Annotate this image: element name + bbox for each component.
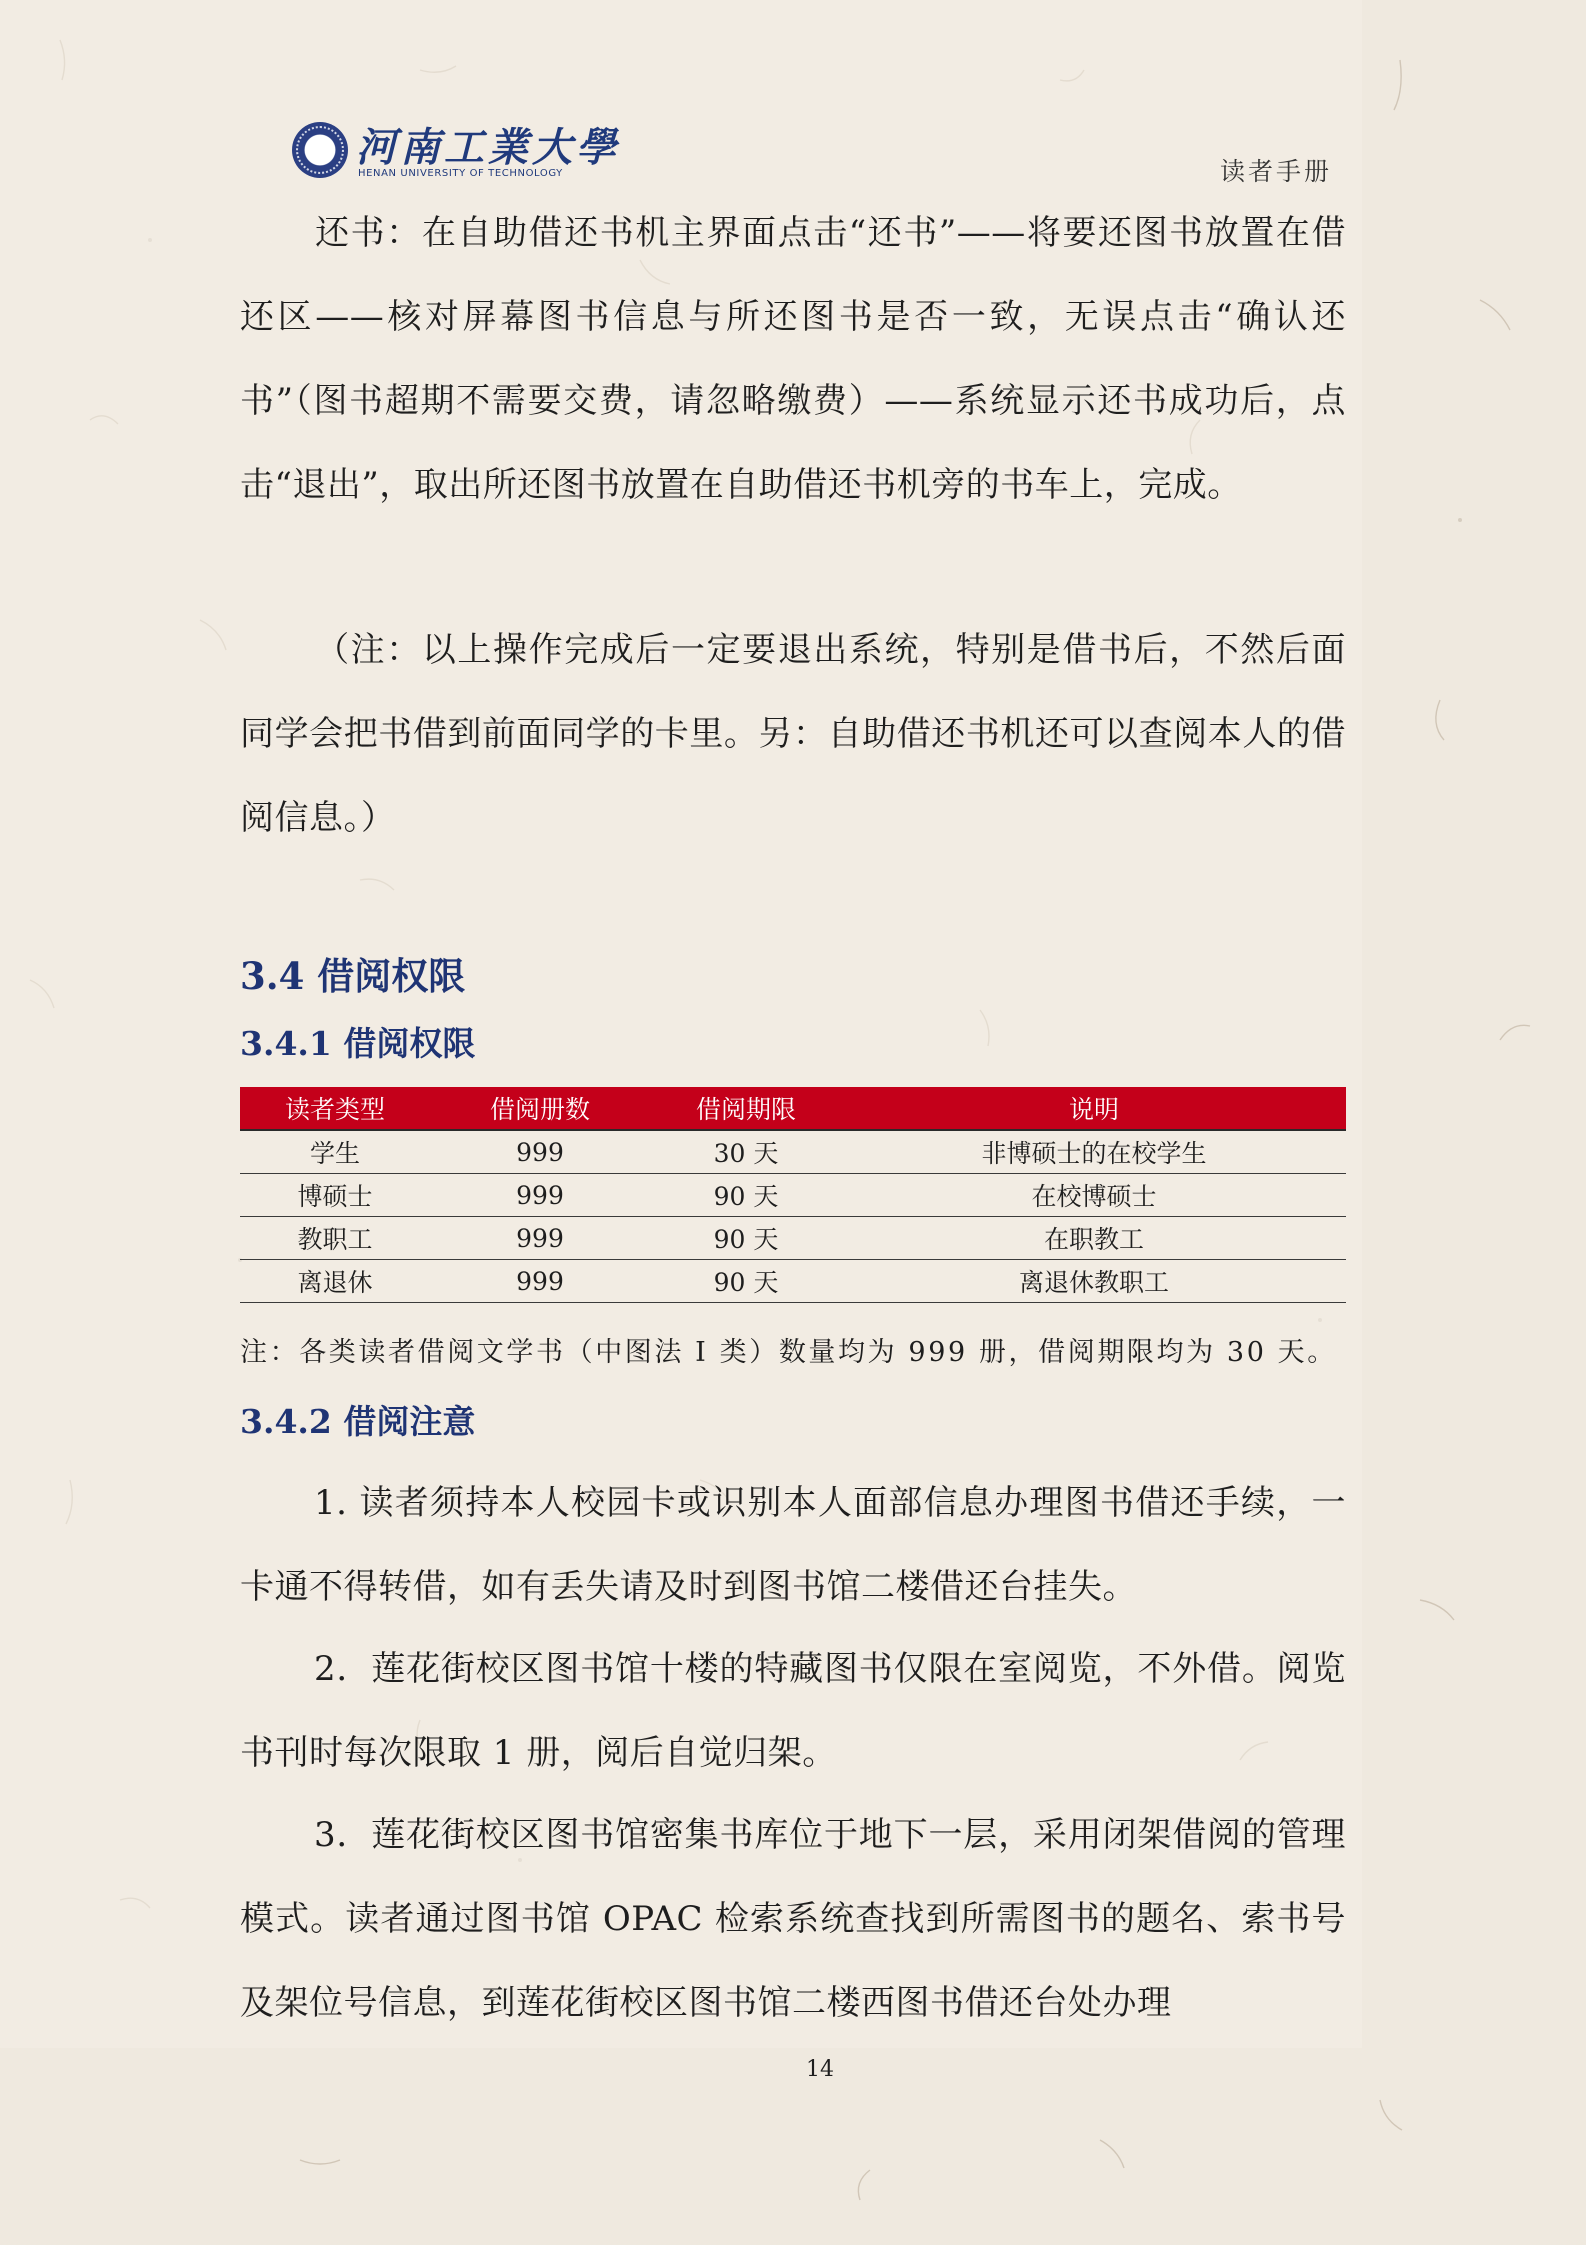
table-cell: 999 [430,1260,650,1303]
table-row [240,1260,1346,1303]
logo-english-name: HENAN UNIVERSITY OF TECHNOLOGY [358,168,563,179]
table-header-cell: 说明 [842,1087,1346,1130]
university-seal-icon [292,122,348,178]
logo-name: 河南工業大學 [356,124,620,171]
table-cell: 在校博硕士 [842,1174,1346,1217]
operation-note: （注：以上操作完成后一定要退出系统，特别是借书后，不然后面同学会把书借到前面同学的卡里。另：自助借还书机还可以查阅本人的借阅信息。） [240,630,1346,838]
notice-item: 1. 读者须持本人校园卡或识别本人面部信息办理图书借还手续，一卡通不得转借，如有丢失请及时到图书馆二楼借还台挂失。 [240,1483,1346,1607]
table-cell: 学生 [240,1130,430,1174]
university-logo [292,120,620,184]
subsection-permissions-title: 3.4.1 借阅权限 [240,1024,476,1063]
subsection-notices-title: 3.4.2 借阅注意 [240,1402,476,1441]
section-title: 3.4 借阅权限 [240,954,466,998]
table-cell: 999 [430,1174,650,1217]
table-row [240,1174,1346,1217]
table-header-cell: 借阅期限 [650,1087,842,1130]
table-row [240,1130,1346,1174]
notice-item: 2．莲花街校区图书馆十楼的特藏图书仅限在室阅览，不外借。阅览书刊时每次限取 1 册，阅后自觉归架。 [240,1649,1346,1773]
table-cell: 90 天 [650,1260,842,1303]
table-cell: 999 [430,1130,650,1174]
page-number: 14 [806,2057,834,2082]
table-cell: 90 天 [650,1217,842,1260]
table-cell: 离退休 [240,1260,430,1303]
table-row [240,1217,1346,1260]
table-cell: 999 [430,1217,650,1260]
table-cell: 30 天 [650,1130,842,1174]
table-note: 注：各类读者借阅文学书（中图法 I 类）数量均为 999 册，借阅期限均为 30 天。 [240,1337,1337,1368]
table-header-row [240,1087,1346,1130]
table-header-cell: 读者类型 [240,1087,430,1130]
notice-item: 3．莲花街校区图书馆密集书库位于地下一层，采用闭架借阅的管理模式。读者通过图书馆 OPAC 检索系统查找到所需图书的题名、索书号及架位号信息，到莲花街校区图书馆二楼西图书借还台处办理 [240,1815,1346,2023]
table-cell: 教职工 [240,1217,430,1260]
header-title: 读者手册 [1219,157,1332,186]
return-instructions: 还书：在自助借还书机主界面点击“还书”——将要还图书放置在借还区——核对屏幕图书信息与所还图书是否一致，无误点击“确认还书”（图书超期不需要交费，请忽略缴费）——系统显示还书成功后，点击“退出”，取出所还图书放置在自助借还书机旁的书车上，完成。 [240,213,1346,505]
table-cell: 90 天 [650,1174,842,1217]
table-cell: 离退休教职工 [842,1260,1346,1303]
table-cell: 在职教工 [842,1217,1346,1260]
table-header-cell: 借阅册数 [430,1087,650,1130]
permissions-table [240,1087,1346,1303]
table-cell: 非博硕士的在校学生 [842,1130,1346,1174]
table-cell: 博硕士 [240,1174,430,1217]
